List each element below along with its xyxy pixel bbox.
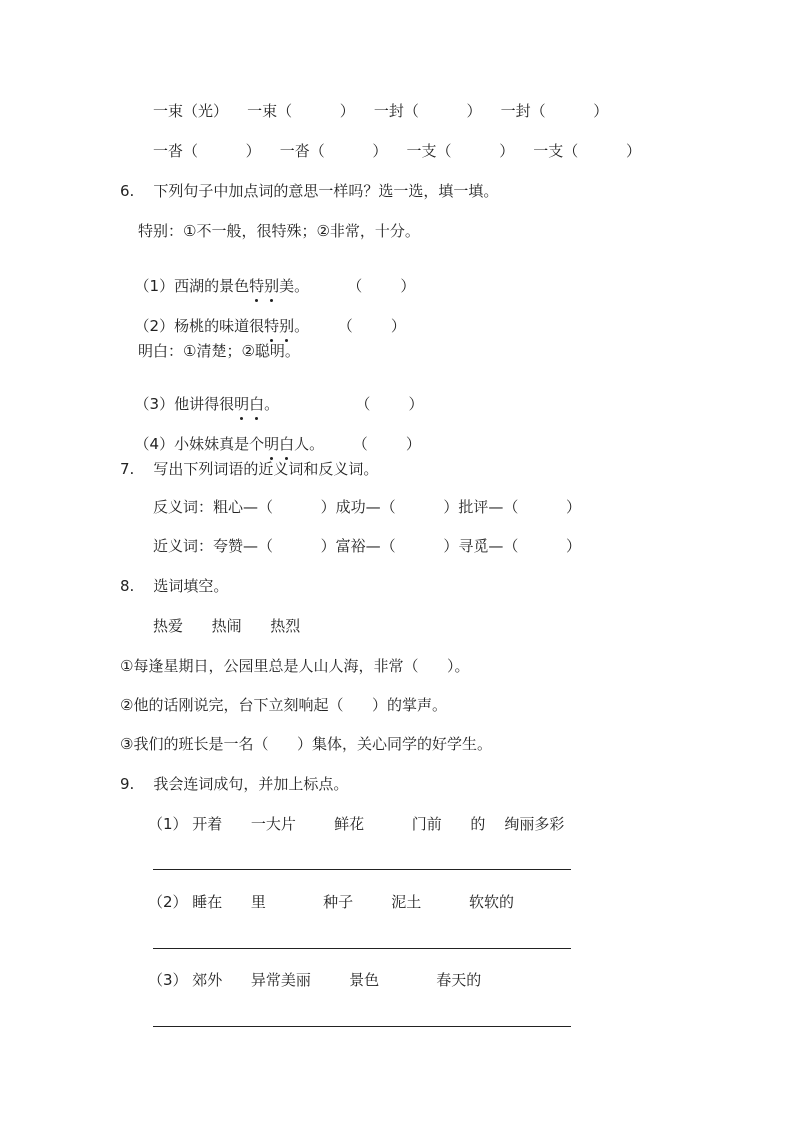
sentence-suffix: 人。 （ ） [294, 435, 421, 453]
sentence-prefix: （4）小妹妹真是个 [134, 435, 265, 453]
answer-line[interactable] [153, 948, 571, 949]
measure-word-row-1: 一束（光） 一束（ ） 一封（ ） 一封（ ） [153, 102, 609, 120]
sentence-prefix: （1）西湖的景色 [134, 277, 250, 295]
question-7-title: 7. 写出下列词语的近义词和反义词。 [120, 460, 379, 478]
word-group-9-1: （1） 开着 一大片 鲜花 门前 的 绚丽多彩 [148, 815, 565, 833]
sentence-8-2: ②他的话刚说完，台下立刻响起（ ）的掌声。 [120, 696, 448, 714]
definition-mingbai: 明白：①清楚；②聪明。 [138, 342, 300, 360]
sentence-8-3: ③我们的班长是一名（ ）集体，关心同学的好学生。 [120, 735, 493, 753]
dotted-char: 别 [279, 317, 295, 335]
question-9-title: 9. 我会连词成句，并加上标点。 [120, 775, 349, 793]
sentence-6-1 [125, 256, 415, 296]
dotted-char: 特 [264, 317, 280, 335]
word-group-9-3: （3） 郊外 异常美丽 景色 春天的 [148, 971, 482, 989]
dotted-char: 明 [234, 395, 250, 413]
synonym-row: 近义词：夸赞—（ ）富裕—（ ）寻觅—（ ） [153, 537, 582, 555]
dotted-char: 白 [279, 435, 295, 453]
sentence-suffix: 美。 （ ） [279, 277, 416, 295]
question-6-title: 6. 下列句子中加点词的意思一样吗？选一选，填一填。 [120, 182, 499, 200]
question-8-title: 8. 选词填空。 [120, 577, 229, 595]
dotted-char: 别 [264, 277, 280, 295]
sentence-suffix: 。 （ ） [294, 317, 406, 335]
antonym-row: 反义词：粗心—（ ）成功—（ ）批评—（ ） [153, 498, 582, 516]
word-group-9-2: （2） 睡在 里 种子 泥土 软软的 [148, 893, 514, 911]
sentence-prefix: （3）他讲得很 [134, 395, 235, 413]
sentence-6-3 [125, 374, 424, 414]
answer-line[interactable] [153, 1026, 571, 1027]
measure-word-row-2: 一沓（ ） 一沓（ ） 一支（ ） 一支（ ） [153, 142, 641, 160]
sentence-6-2 [125, 296, 406, 336]
word-choices: 热爱 热闹 热烈 [153, 617, 301, 635]
definition-tebie: 特别：①不一般，很特殊；②非常，十分。 [138, 222, 420, 240]
dotted-char: 特 [249, 277, 265, 295]
dotted-char: 明 [264, 435, 280, 453]
sentence-prefix: （2）杨桃的味道很 [134, 317, 265, 335]
sentence-suffix: 。 （ ） [264, 395, 424, 413]
sentence-8-1: ①每逢星期日，公园里总是人山人海，非常（ ）。 [120, 657, 470, 675]
sentence-6-4 [125, 414, 421, 454]
dotted-char: 白 [249, 395, 265, 413]
answer-line[interactable] [153, 869, 571, 870]
